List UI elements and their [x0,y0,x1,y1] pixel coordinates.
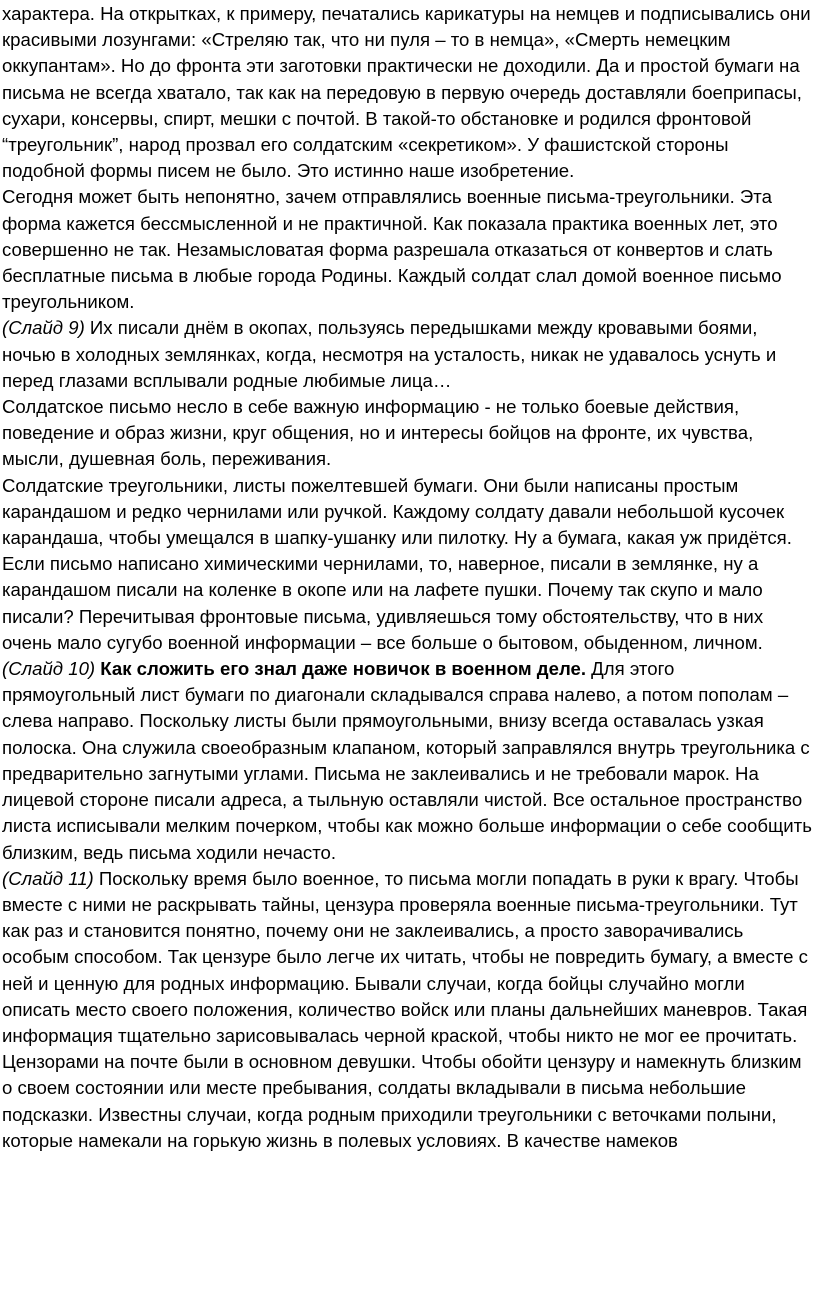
slide-reference: (Слайд 9) [2,317,85,339]
bold-lead-sentence: Как сложить его знал даже новичок в военном деле. [100,658,587,680]
paragraph-slide-9 [2,315,812,394]
slide-reference: (Слайд 11) [2,867,94,889]
paragraph-text: Поскольку время было военное, то письма могли попадать в руки к врагу. Чтобы вместе с ними не раскрывать тайны, цензура проверяла военные письма-треугольники. Тут как раз и становится понятно, почему они не заклеивались, а просто заворачивались особым способом. Так цензуре было легче их читать, чтобы не повредить бумагу, а вместе с ней и ценную для родных информацию. Бывали случаи, когда бойцы случайно могли описать место своего положения, количество войск или планы дальнейших маневров. Такая информация тщательно зарисовывалась черной краской, чтобы никто не мог ее прочитать. Цензорами на почте были в основном девушки. Чтобы обойти цензуру и намекнуть близким о своем состоянии или месте пребывания, солдаты вкладывали в письма небольшие подсказки. Известны случаи, когда родным приходили треугольники с веточками полыни, которые намекали на горькую жизнь в полевых условиях. В качестве намеков [2,867,808,1151]
paragraph-text: Для этого прямоугольный лист бумаги по диагонали складывался справа налево, а потом пополам – слева направо. Поскольку листы были прямоугольными, внизу всегда оставалась узкая полоска. Она служила своеобразным клапаном, который заправлялся внутрь треугольника с предварительно загнутыми углами. Письма не заклеивались и не требовали марок. На лицевой стороне писали адреса, а тыльную оставляли чистой. Все остальное пространство листа исписывали мелким почерком, чтобы как можно больше информации о себе сообщить близким, ведь письма ходили нечасто. [2,658,812,863]
paragraph-text: Солдатское письмо несло в себе важную информацию - не только боевые действия, поведение и образ жизни, круг общения, но и интересы бойцов на фронте, их чувства, мысли, душевная боль, переживания. [2,396,754,470]
paragraph-slide-11 [2,866,812,1154]
paragraph-text: Сегодня может быть непонятно, зачем отправлялись военные письма-треугольники. Эта форма кажется бессмысленной и не практичной. Как показала практика военных лет, это совершенно не так. Незамысловатая форма разрешала отказаться от конвертов и слать бесплатные письма в любые города Родины. Каждый солдат слал домой военное письмо треугольником. [2,186,782,313]
paragraph-slide-10 [2,656,812,866]
paragraph-text: характера. На открытках, к примеру, печатались карикатуры на немцев и подписывались они красивыми лозунгами: «Стреляю так, что ни пуля – то в немца», «Смерть немецким оккупантам». Но до фронта эти заготовки практически не доходили. Да и простой бумаги на письма не всегда хватало, так как на передовую в первую очередь доставляли боеприпасы, сухари, консервы, спирт, мешки с почтой. В такой-то обстановке и родился фронтовой “треугольник”, народ прозвал его солдатским «секретиком». У фашистской стороны подобной формы писем не было. Это истинно наше изобретение. [2,3,811,182]
paragraph-text: Солдатские треугольники, листы пожелтевшей бумаги. Они были написаны простым карандашом и редко чернилами или ручкой. Каждому солдату давали небольшой кусочек карандаша, чтобы умещался в шапку-ушанку или пилотку. Ну а бумага, какая уж придётся. Если письмо написано химическими чернилами, то, наверное, писали в землянке, ну а карандашом писали на коленке в окопе или на лафете пушки. Почему так скупо и мало писали? Перечитывая фронтовые письма, удивляешься тому обстоятельству, что в них очень мало сугубо военной информации – все больше о бытовом, обыденном, личном. [2,474,792,653]
paragraph-soldier-letter-info [2,394,812,473]
paragraph-postcards [2,1,812,184]
slide-reference: (Слайд 10) [2,658,96,680]
paragraph-yellowed-sheets [2,473,812,656]
paragraph-text: Их писали днём в окопах, пользуясь передышками между кровавыми боями, ночью в холодных землянках, когда, несмотря на усталость, никак не удавалось уснуть и перед глазами всплывали родные любимые лица… [2,317,777,391]
paragraph-triangle-purpose [2,184,812,315]
